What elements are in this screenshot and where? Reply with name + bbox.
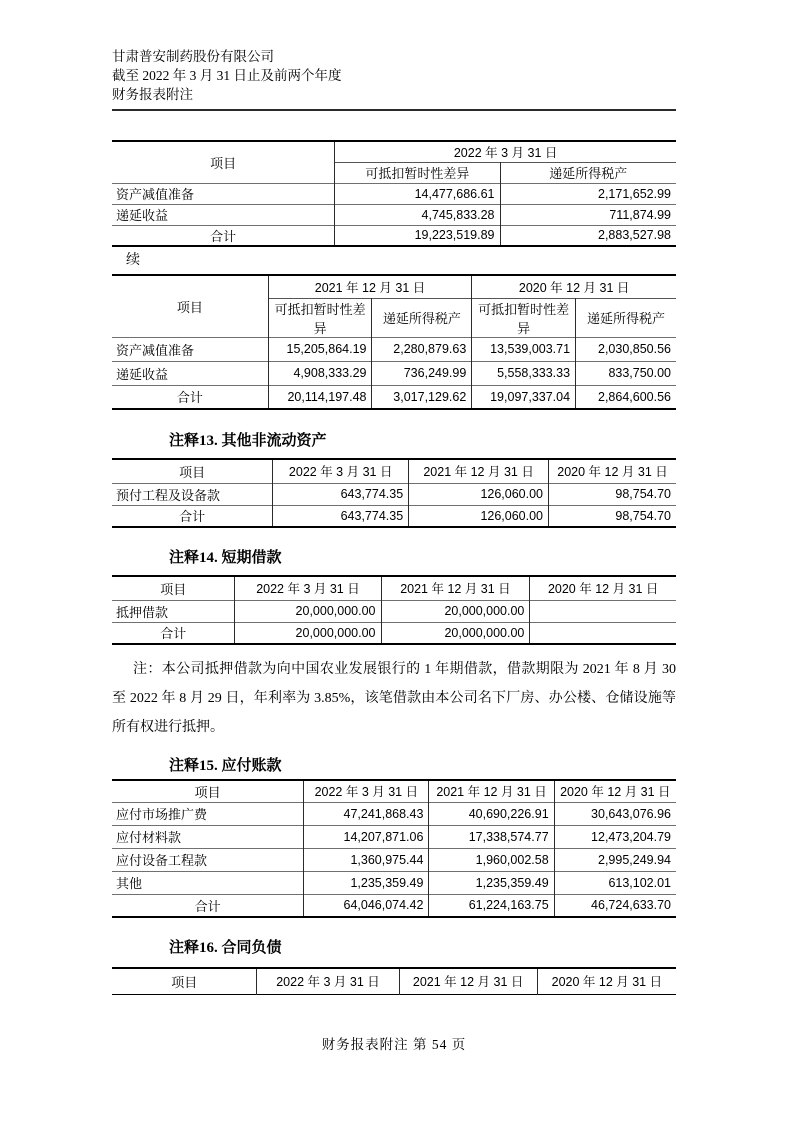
column-header: 可抵扣暂时性差异: [335, 162, 500, 183]
column-header: 2020 年 12 月 31 日: [557, 465, 668, 480]
document-header: [112, 47, 676, 104]
value-cell: 1,235,359.49: [429, 871, 554, 894]
data-row: [112, 183, 676, 204]
column-header: 2021 年 12 月 31 日: [268, 275, 472, 298]
header-row: [112, 141, 676, 162]
value-cell: [530, 600, 676, 622]
value-cell: 643,774.35: [273, 483, 409, 505]
header-row: [112, 968, 676, 994]
value-cell: 20,000,000.00: [235, 600, 381, 622]
value-cell: 19,223,519.89: [335, 225, 500, 246]
value-cell: 30,643,076.96: [554, 802, 676, 825]
column-header: 2022 年 3 月 31 日: [273, 459, 409, 483]
section-title-note16: 注释16. 合同负债: [169, 940, 282, 956]
row-label: 应付材料款: [112, 825, 304, 848]
value-cell: 2,171,652.99: [500, 183, 676, 204]
value-cell: 2,030,850.56: [576, 337, 676, 361]
column-header: 可抵扣暂时性差异: [472, 298, 576, 337]
page-footer: 财务报表附注 第 54 页: [321, 1036, 467, 1052]
total-row: [112, 505, 676, 527]
row-label: 递延收益: [112, 361, 268, 385]
column-header: 项目: [112, 459, 273, 483]
value-cell: 2,280,879.63: [372, 337, 472, 361]
data-row: [112, 825, 676, 848]
column-header: 项目: [112, 576, 235, 600]
value-cell: 64,046,074.42: [304, 894, 429, 917]
header-row: [112, 275, 676, 298]
value-cell: 126,060.00: [409, 505, 549, 527]
column-header: 2022 年 3 月 31 日: [257, 968, 399, 994]
short-term-borrowings-table: [112, 575, 676, 645]
data-row: [112, 361, 676, 385]
value-cell: 4,745,833.28: [335, 204, 500, 225]
value-cell: 20,000,000.00: [381, 600, 530, 622]
row-label: 资产减值准备: [112, 337, 268, 361]
total-row: [112, 225, 676, 246]
column-header: 2021 年 12 月 31 日: [399, 968, 537, 994]
report-period: 截至 2022 年 3 月 31 日止及前两个年度: [112, 68, 342, 83]
column-header: 2021 年 12 月 31 日: [409, 459, 549, 483]
value-cell: 736,249.99: [372, 361, 472, 385]
header-row: [112, 459, 676, 483]
section-title-note13: 注释13. 其他非流动资产: [169, 433, 327, 449]
row-label: 合计: [112, 385, 268, 409]
row-label: 合计: [112, 505, 273, 527]
column-header: 项目: [112, 968, 257, 994]
value-cell: 833,750.00: [576, 361, 676, 385]
value-cell: 17,338,574.77: [429, 825, 554, 848]
value-cell: 46,724,633.70: [554, 894, 676, 917]
data-row: [112, 204, 676, 225]
value-cell: 14,477,686.61: [335, 183, 500, 204]
row-label: 其他: [112, 871, 304, 894]
value-cell: 5,558,333.33: [472, 361, 576, 385]
column-header: 可抵扣暂时性差异: [268, 298, 372, 337]
data-row: [112, 871, 676, 894]
row-label: 资产减值准备: [112, 183, 335, 204]
accounts-payable-table: [112, 779, 676, 918]
loan-note-paragraph: 注：本公司抵押借款为向中国农业发展银行的 1 年期借款，借款期限为 2021 年 8 月 30 至 2022 年 8 月 29 日，年利率为 3.85%，该笔借款由本公司名下厂房、办公楼、仓储设施等所有权进行抵押。: [112, 662, 676, 735]
column-header: 2020 年 12 月 31 日: [518, 280, 630, 295]
value-cell: 61,224,163.75: [429, 894, 554, 917]
total-row: [112, 385, 676, 409]
column-header: 项目: [112, 275, 268, 337]
value-cell: 20,000,000.00: [235, 622, 381, 644]
data-row: [112, 483, 676, 505]
column-header: 项目: [112, 141, 335, 183]
column-header: 递延所得税产: [500, 162, 676, 183]
column-header: 2020 年 12 月 31 日: [560, 785, 671, 800]
value-cell: 613,102.01: [554, 871, 676, 894]
deferred-tax-table-prior-years: [112, 274, 676, 410]
continued-label: 续: [126, 253, 140, 268]
total-row: [112, 622, 676, 644]
row-label: 递延收益: [112, 204, 335, 225]
value-cell: 2,864,600.56: [576, 385, 676, 409]
row-label: 合计: [112, 225, 335, 246]
value-cell: 40,690,226.91: [429, 802, 554, 825]
deferred-tax-table-current: [112, 140, 676, 247]
data-row: [112, 600, 676, 622]
value-cell: 14,207,871.06: [304, 825, 429, 848]
column-header: 2022 年 3 月 31 日: [304, 780, 429, 802]
row-label: 预付工程及设备款: [112, 483, 273, 505]
column-header: 递延所得税产: [576, 298, 676, 337]
other-noncurrent-assets-table: [112, 458, 676, 528]
column-header: 2022 年 3 月 31 日: [235, 576, 381, 600]
value-cell: 98,754.70: [549, 505, 676, 527]
header-row: [112, 780, 676, 802]
value-cell: 19,097,337.04: [472, 385, 576, 409]
contract-liabilities-table: [112, 967, 676, 995]
column-header: 项目: [112, 780, 304, 802]
column-header: 2022 年 3 月 31 日: [453, 145, 558, 160]
document-title: 财务报表附注: [112, 87, 193, 102]
column-header: 2020 年 12 月 31 日: [547, 582, 659, 597]
value-cell: [530, 622, 676, 644]
total-row: [112, 894, 676, 917]
row-label: 合计: [112, 622, 235, 644]
company-name: 甘肃普安制药股份有限公司: [112, 49, 274, 64]
value-cell: 3,017,129.62: [372, 385, 472, 409]
value-cell: 47,241,868.43: [304, 802, 429, 825]
column-header: 2020 年 12 月 31 日: [551, 975, 663, 990]
value-cell: 20,000,000.00: [381, 622, 530, 644]
value-cell: 20,114,197.48: [268, 385, 372, 409]
section-title-note14: 注释14. 短期借款: [169, 550, 282, 566]
data-row: [112, 337, 676, 361]
value-cell: 1,360,975.44: [304, 848, 429, 871]
row-label: 应付设备工程款: [112, 848, 304, 871]
column-header: 2021 年 12 月 31 日: [381, 576, 530, 600]
header-rule: [112, 109, 676, 111]
value-cell: 2,883,527.98: [500, 225, 676, 246]
row-label: 应付市场推广费: [112, 802, 304, 825]
value-cell: 643,774.35: [273, 505, 409, 527]
value-cell: 711,874.99: [500, 204, 676, 225]
value-cell: 12,473,204.79: [554, 825, 676, 848]
data-row: [112, 802, 676, 825]
column-header: 2021 年 12 月 31 日: [429, 780, 554, 802]
header-row: [112, 576, 676, 600]
value-cell: 1,235,359.49: [304, 871, 429, 894]
value-cell: 126,060.00: [409, 483, 549, 505]
data-row: [112, 848, 676, 871]
value-cell: 13,539,003.71: [472, 337, 576, 361]
value-cell: 1,960,002.58: [429, 848, 554, 871]
row-label: 合计: [112, 894, 304, 917]
value-cell: 2,995,249.94: [554, 848, 676, 871]
value-cell: 4,908,333.29: [268, 361, 372, 385]
column-header: 递延所得税产: [372, 298, 472, 337]
value-cell: 98,754.70: [549, 483, 676, 505]
row-label: 抵押借款: [112, 600, 235, 622]
value-cell: 15,205,864.19: [268, 337, 372, 361]
section-title-note15: 注释15. 应付账款: [169, 758, 282, 774]
